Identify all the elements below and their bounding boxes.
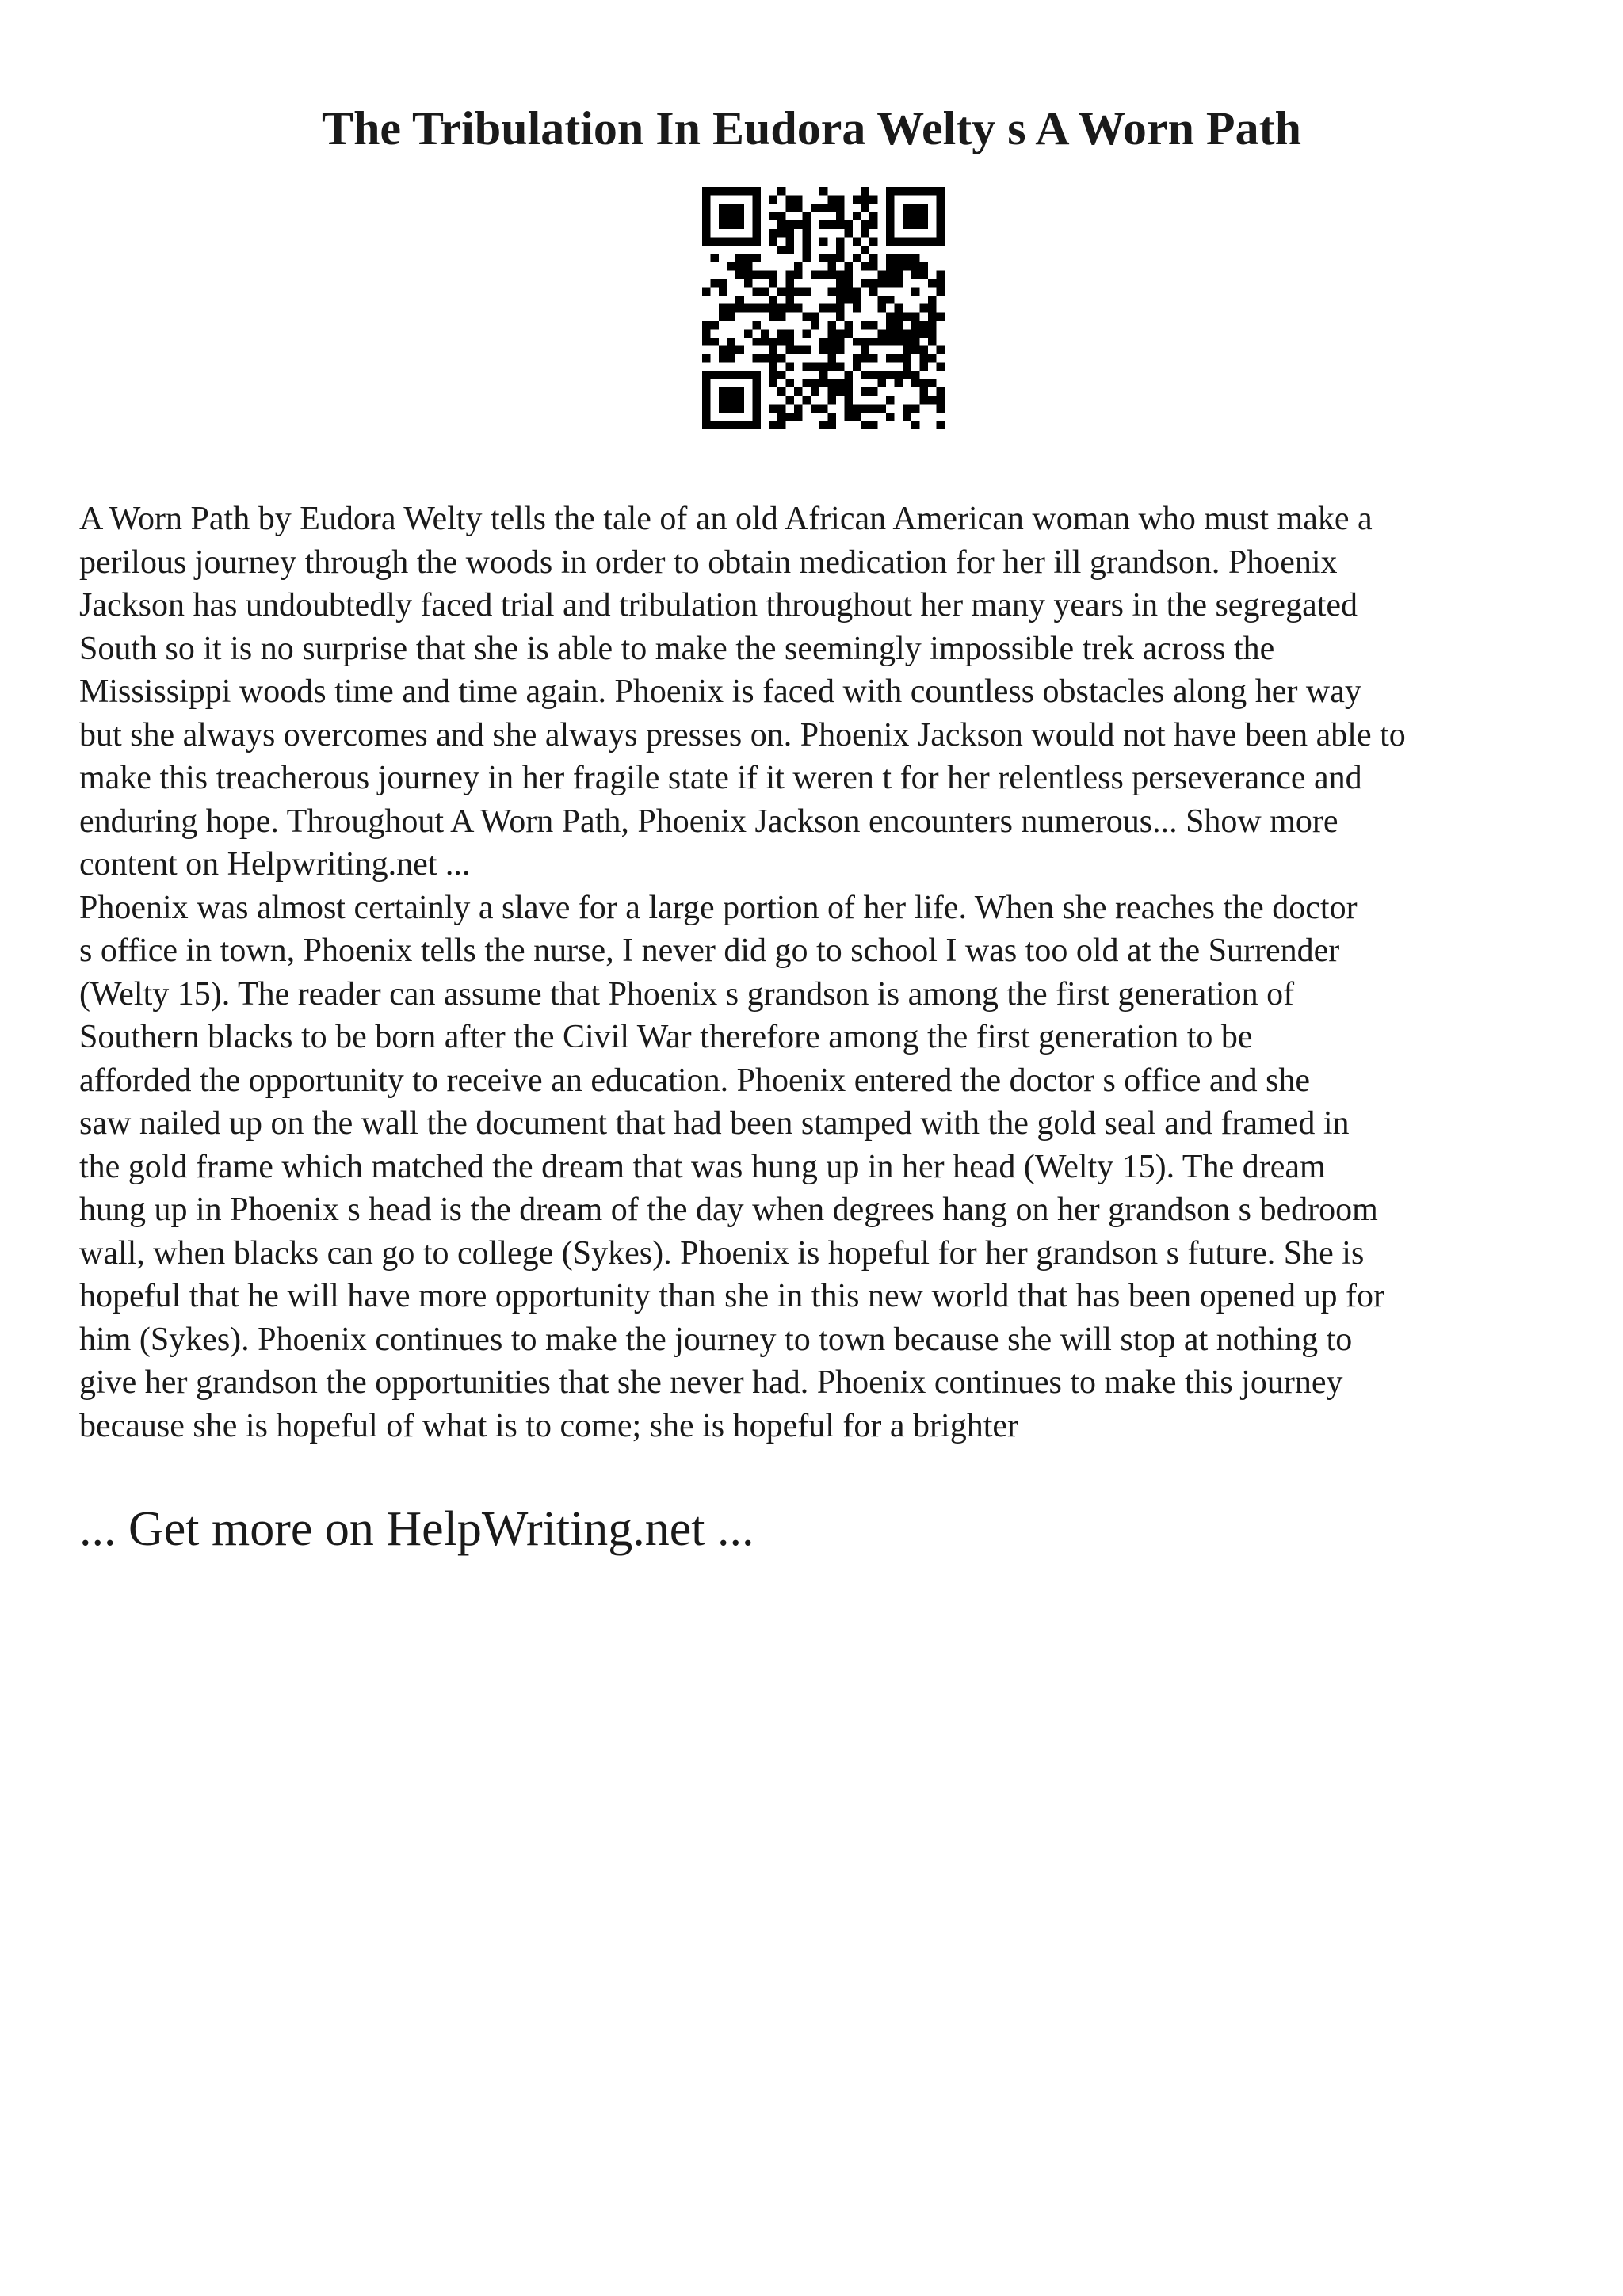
- article-body: [79, 498, 1569, 1447]
- document-title: The Tribulation In Eudora Welty s A Worn Path: [322, 102, 1301, 154]
- paragraph-2: Phoenix was almost certainly a slave for a large portion of her life. When she reaches the doctor s office in town, Phoenix tells the nurse, I never did go to school I was too old at the Surrender (Welty 15). The reader can assume that Phoenix s grandson is among the first generation of Southern blacks to be born after the Civil War therefore among the first generation to be afforded the opportunity to receive an education. Phoenix entered the doctor s office and she saw nailed up on the wall the document that had been stamped with the gold seal and framed in the gold frame which matched the dream that was hung up in her head (Welty 15). The dream hung up in Phoenix s head is the dream of the day when degrees hang on her grandson s bedroom wall, when blacks can go to college (Sykes). Phoenix is hopeful for her grandson s future. She is hopeful that he will have more opportunity than she in this new world that has been opened up for him (Sykes). Phoenix continues to make the journey to town because she will stop at nothing to give her grandson the opportunities that she never had. Phoenix continues to make this journey because she is hopeful of what is to come; she is hopeful for a brighter: [79, 889, 1384, 1444]
- paragraph-1: A Worn Path by Eudora Welty tells the tale of an old African American woman who must make a perilous journey through the woods in order to obtain medication for her ill grandson. Phoenix Jackson has undoubtedly faced trial and tribulation throughout her many years in the segregated South so it is no surprise that she is able to make the seemingly impossible trek across the Mississippi woods time and time again. Phoenix is faced with countless obstacles along her way but she always overcomes and she always presses on. Phoenix Jackson would not have been able to make this treacherous journey in her fragile state if it weren t for her relentless perseverance and enduring hope. Throughout A Worn Path, Phoenix Jackson encounters numerous... Show more content on Helpwriting.net ...: [79, 501, 1406, 883]
- qr-code-graphic: [702, 187, 945, 429]
- get-more-link[interactable]: ... Get more on HelpWriting.net ...: [79, 1502, 754, 1556]
- qr-code-icon: [702, 187, 945, 429]
